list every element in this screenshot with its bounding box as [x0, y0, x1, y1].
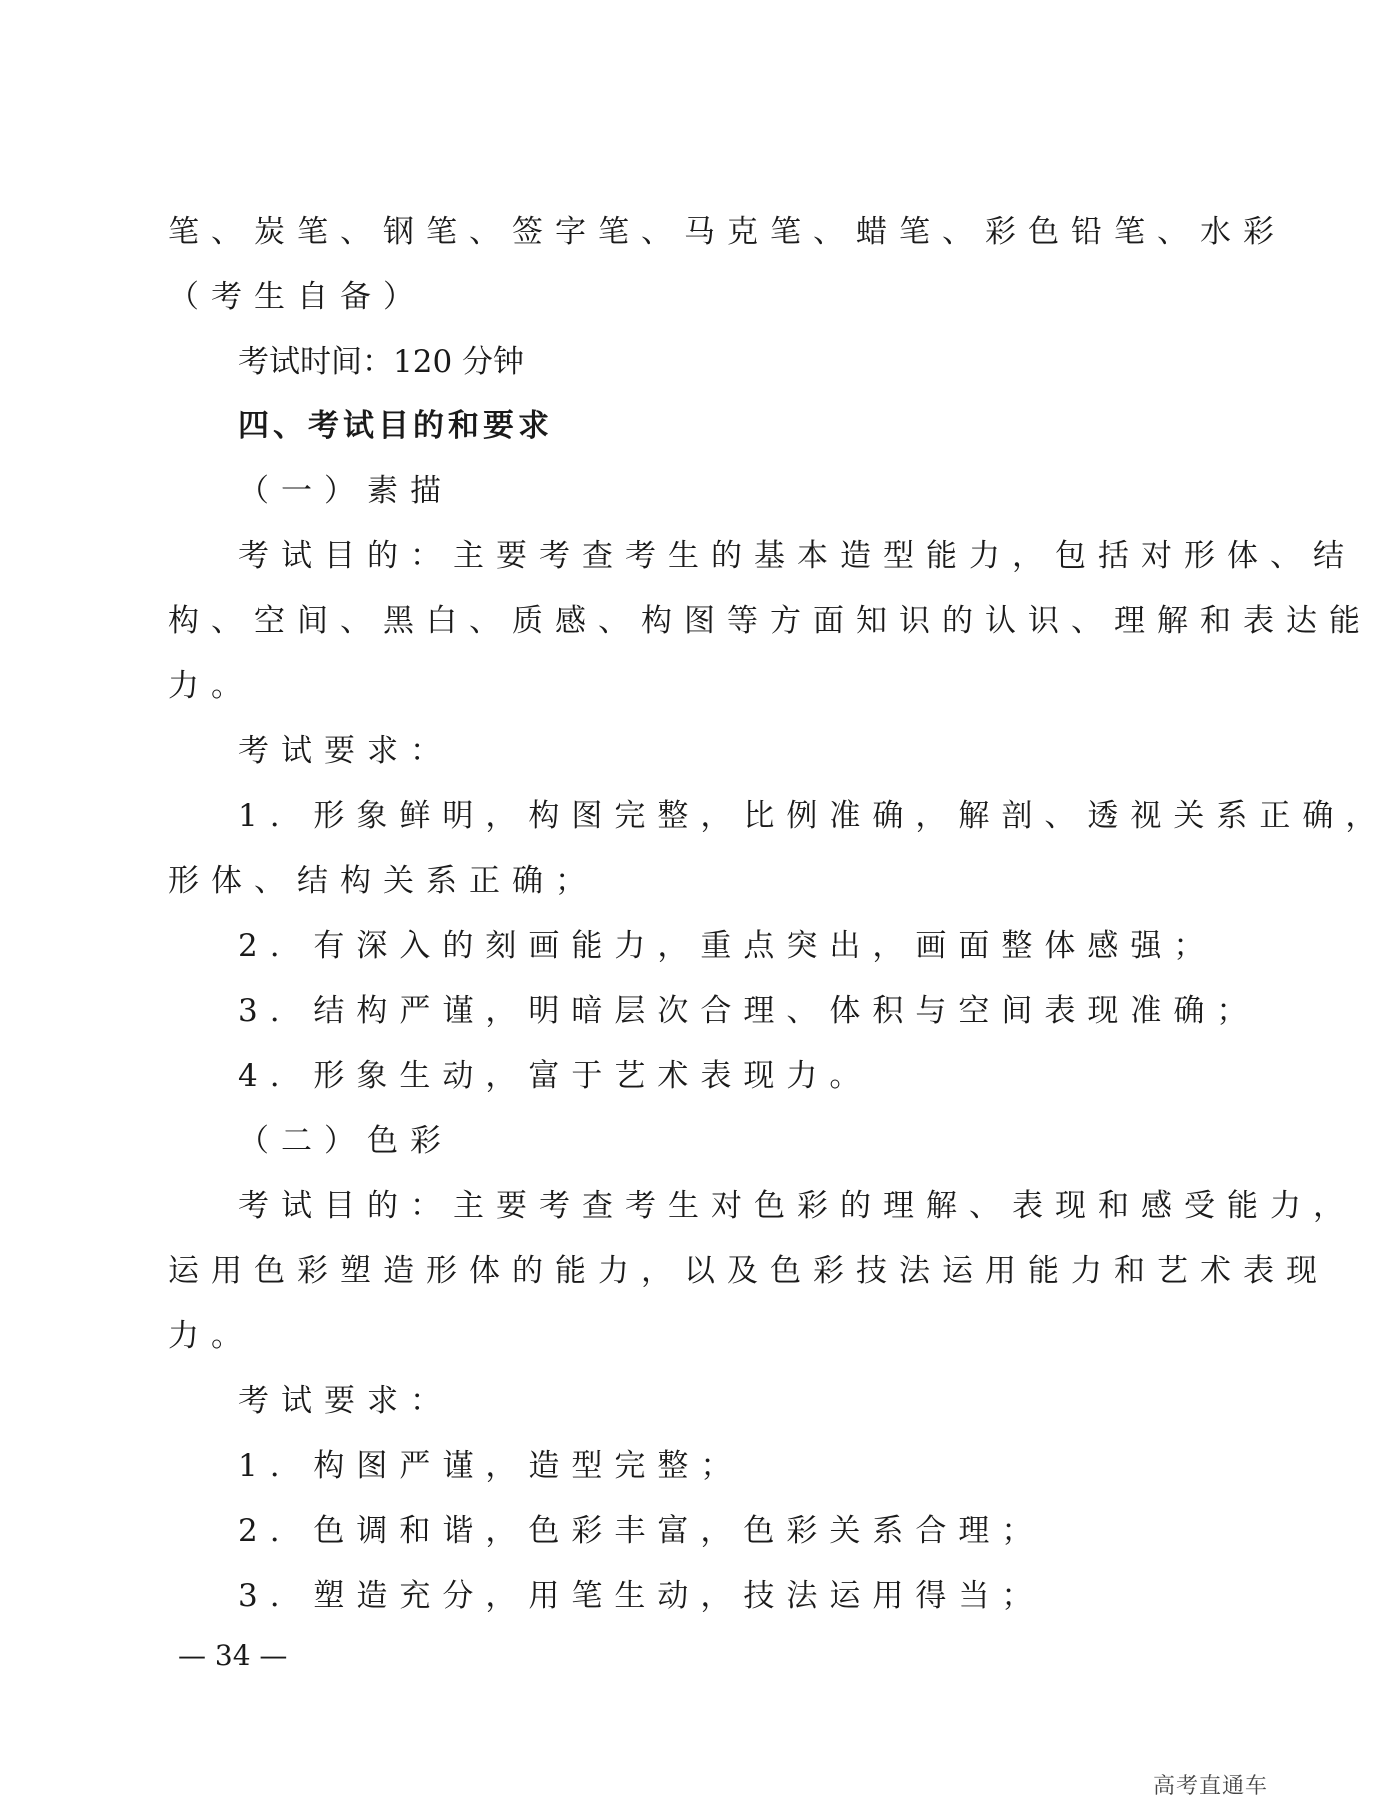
list-item: 1. 形象鲜明，构图完整，比例准确，解剖、透视关系正确， [238, 798, 1388, 834]
subsection-heading: （二）色彩 [238, 1123, 453, 1159]
body-text-line: 构、空间、黑白、质感、构图等方面知识的认识、理解和表达能 [168, 603, 1372, 639]
body-text-line: 运用色彩塑造形体的能力，以及色彩技法运用能力和艺术表现 [168, 1253, 1329, 1289]
list-item: 3. 塑造充分，用笔生动，技法运用得当； [238, 1578, 1045, 1614]
page-number: — 34 — [178, 1639, 288, 1672]
exam-time-line: 考试时间：120 分钟 [238, 344, 525, 380]
list-item: 2. 有深入的刻画能力，重点突出，画面整体感强； [238, 928, 1217, 964]
body-text-line: 考试目的：主要考查考生的基本造型能力，包括对形体、结 [238, 538, 1356, 574]
body-text-line: 考试目的：主要考查考生对色彩的理解、表现和感受能力， [238, 1188, 1356, 1224]
section-heading: 四、考试目的和要求 [238, 408, 553, 444]
list-item-continuation: 形体、结构关系正确； [168, 863, 598, 899]
subsection-heading: （一）素描 [238, 473, 453, 509]
list-item: 4. 形象生动，富于艺术表现力。 [238, 1058, 873, 1094]
list-item: 3. 结构严谨，明暗层次合理、体积与空间表现准确； [238, 993, 1260, 1029]
body-text-line: （考生自备） [168, 279, 426, 315]
list-item: 2. 色调和谐，色彩丰富，色彩关系合理； [238, 1513, 1045, 1549]
requirements-label: 考试要求： [238, 1383, 453, 1419]
watermark-text: 高考直通车 [1152, 1774, 1268, 1799]
body-text-line: 力。 [168, 1318, 254, 1354]
requirements-label: 考试要求： [238, 733, 453, 769]
list-item: 1. 构图严谨，造型完整； [238, 1448, 744, 1484]
body-text-line: 力。 [168, 668, 254, 704]
body-text-line: 笔、炭笔、钢笔、签字笔、马克笔、蜡笔、彩色铅笔、水彩 [168, 214, 1286, 250]
